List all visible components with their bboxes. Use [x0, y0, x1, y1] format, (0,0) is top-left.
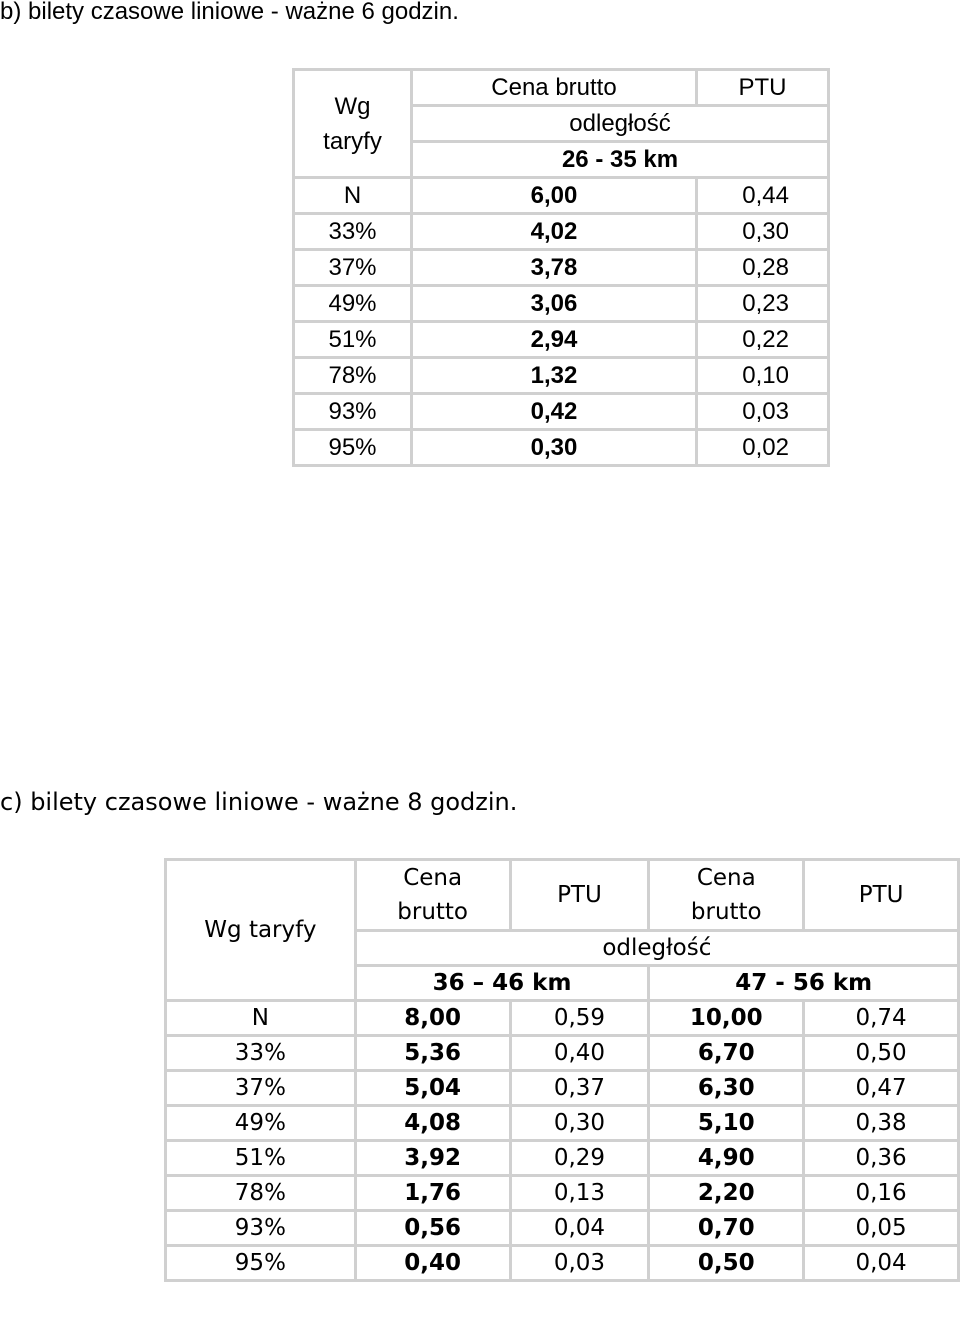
tariff-cell: 95% [166, 1246, 356, 1281]
vat-cell-1: 0,29 [510, 1141, 649, 1176]
distance-range: 26 - 35 km [412, 142, 829, 178]
tariff-cell: N [166, 1001, 356, 1036]
vat-cell-2: 0,47 [804, 1071, 959, 1106]
tariff-header [294, 70, 412, 178]
vat-cell: 0,28 [697, 250, 829, 286]
tariff-cell: 33% [294, 214, 412, 250]
tariff-cell: 51% [166, 1141, 356, 1176]
price-header-2-line1: Cena [696, 865, 756, 891]
tariff-cell: 51% [294, 322, 412, 358]
tariff-cell: 93% [294, 394, 412, 430]
table-row [166, 1036, 959, 1071]
price-cell-2: 0,50 [649, 1246, 804, 1281]
table-row [294, 430, 829, 466]
price-cell-2: 5,10 [649, 1106, 804, 1141]
tariff-cell: 49% [166, 1106, 356, 1141]
price-header-2-line2: brutto [690, 899, 762, 925]
price-header-2 [649, 860, 804, 931]
price-cell: 1,32 [412, 358, 697, 394]
price-cell-2: 4,90 [649, 1141, 804, 1176]
table-row [166, 1071, 959, 1106]
distance-range-1: 36 – 46 km [355, 966, 649, 1001]
price-cell-2: 2,20 [649, 1176, 804, 1211]
table-row [166, 1246, 959, 1281]
fare-table-8h [164, 858, 960, 1282]
tariff-cell: 78% [294, 358, 412, 394]
price-header-1-line1: Cena [403, 865, 463, 891]
table-body [294, 178, 829, 466]
vat-cell-1: 0,59 [510, 1001, 649, 1036]
vat-cell-2: 0,04 [804, 1246, 959, 1281]
table-row [294, 358, 829, 394]
table-row [166, 1106, 959, 1141]
price-cell: 0,30 [412, 430, 697, 466]
tariff-cell: N [294, 178, 412, 214]
price-cell: 3,78 [412, 250, 697, 286]
table-row [294, 286, 829, 322]
vat-cell: 0,44 [697, 178, 829, 214]
price-header-1 [355, 860, 510, 931]
vat-header-1: PTU [510, 860, 649, 931]
fare-table-6h [292, 68, 830, 467]
price-cell: 0,42 [412, 394, 697, 430]
vat-cell: 0,23 [697, 286, 829, 322]
table-row [166, 1141, 959, 1176]
price-cell-2: 6,30 [649, 1071, 804, 1106]
price-cell-1: 1,76 [355, 1176, 510, 1211]
vat-cell-1: 0,04 [510, 1211, 649, 1246]
table-row [166, 1211, 959, 1246]
table-row [294, 394, 829, 430]
price-cell: 2,94 [412, 322, 697, 358]
vat-cell-1: 0,37 [510, 1071, 649, 1106]
vat-cell: 0,22 [697, 322, 829, 358]
table-row [166, 1176, 959, 1211]
vat-cell-2: 0,74 [804, 1001, 959, 1036]
vat-header-2: PTU [804, 860, 959, 931]
vat-cell-2: 0,36 [804, 1141, 959, 1176]
vat-header: PTU [697, 70, 829, 106]
tariff-header: Wg taryfy [166, 860, 356, 1001]
tariff-cell: 95% [294, 430, 412, 466]
price-cell: 3,06 [412, 286, 697, 322]
heading-6h-tickets: b) bilety czasowe liniowe - ważne 6 godzin. [0, 0, 459, 25]
tariff-header-line2: taryfy [323, 127, 382, 155]
table-row [166, 1001, 959, 1036]
price-cell-1: 0,40 [355, 1246, 510, 1281]
tariff-cell: 49% [294, 286, 412, 322]
table-header-row [166, 860, 959, 931]
distance-range-2: 47 - 56 km [649, 966, 959, 1001]
table-body [166, 1001, 959, 1281]
vat-cell-2: 0,50 [804, 1036, 959, 1071]
price-cell-1: 5,36 [355, 1036, 510, 1071]
price-cell-1: 8,00 [355, 1001, 510, 1036]
tariff-cell: 78% [166, 1176, 356, 1211]
vat-cell: 0,10 [697, 358, 829, 394]
tariff-cell: 37% [294, 250, 412, 286]
vat-cell-1: 0,30 [510, 1106, 649, 1141]
vat-cell: 0,03 [697, 394, 829, 430]
price-cell-1: 5,04 [355, 1071, 510, 1106]
table-row [294, 214, 829, 250]
table-row [294, 178, 829, 214]
table-row [294, 322, 829, 358]
price-header-1-line2: brutto [397, 899, 469, 925]
price-cell-2: 6,70 [649, 1036, 804, 1071]
tariff-cell: 93% [166, 1211, 356, 1246]
vat-cell-2: 0,16 [804, 1176, 959, 1211]
table-row [294, 250, 829, 286]
price-cell-2: 10,00 [649, 1001, 804, 1036]
distance-label: odległość [355, 931, 958, 966]
vat-cell-1: 0,13 [510, 1176, 649, 1211]
price-header: Cena brutto [412, 70, 697, 106]
vat-cell-1: 0,40 [510, 1036, 649, 1071]
vat-cell-1: 0,03 [510, 1246, 649, 1281]
distance-label: odległość [412, 106, 829, 142]
heading-8h-tickets: c) bilety czasowe liniowe - ważne 8 godzin. [0, 788, 518, 816]
price-cell: 4,02 [412, 214, 697, 250]
price-cell-1: 0,56 [355, 1211, 510, 1246]
price-cell-1: 4,08 [355, 1106, 510, 1141]
tariff-cell: 37% [166, 1071, 356, 1106]
price-cell-1: 3,92 [355, 1141, 510, 1176]
vat-cell-2: 0,05 [804, 1211, 959, 1246]
vat-cell-2: 0,38 [804, 1106, 959, 1141]
price-cell-2: 0,70 [649, 1211, 804, 1246]
vat-cell: 0,02 [697, 430, 829, 466]
tariff-header-line1: Wg [334, 92, 371, 120]
vat-cell: 0,30 [697, 214, 829, 250]
price-cell: 6,00 [412, 178, 697, 214]
tariff-cell: 33% [166, 1036, 356, 1071]
table-header-row [294, 70, 829, 106]
